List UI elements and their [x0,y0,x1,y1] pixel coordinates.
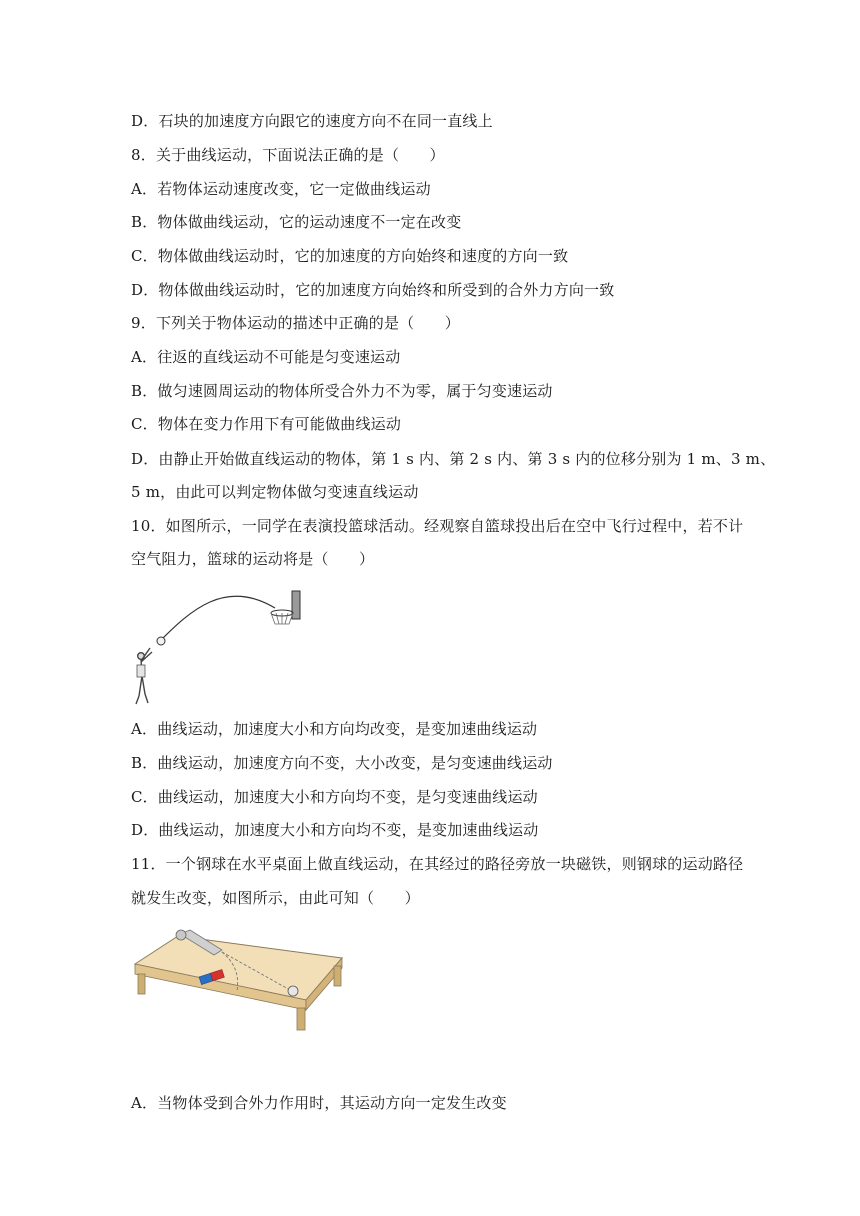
steel-ball-magnet-figure [130,922,345,1040]
q8-option-a: A．若物体运动速度改变，它一定做曲线运动 [131,180,431,198]
start-ball [176,930,186,940]
q8-option-b: B．物体做曲线运动，它的运动速度不一定在改变 [131,213,462,231]
q11-stem-line-2: 就发生改变，如图所示，由此可知（ ） [131,889,420,907]
steel-ball [288,986,298,996]
q10-stem-line-1: 10．如图所示，一同学在表演投篮球活动。经观察自篮球投出后在空中飞行过程中，若不计 [131,517,744,535]
basketball-shot-figure [130,586,310,710]
q11-stem-line-1: 11．一个钢球在水平桌面上做直线运动，在其经过的路径旁放一块磁铁，则钢球的运动路径 [131,855,744,873]
q8-stem: 8．关于曲线运动，下面说法正确的是（ ） [131,146,445,164]
q10-option-d: D．曲线运动，加速度大小和方向均不变，是变加速曲线运动 [131,821,539,839]
q9-option-c: C．物体在变力作用下有可能做曲线运动 [131,415,402,433]
ball-trajectory [160,596,275,641]
q10-stem-line-2: 空气阻力，篮球的运动将是（ ） [131,550,375,568]
q9-stem: 9．下列关于物体运动的描述中正确的是（ ） [131,314,460,332]
q9-option-d-continued: 5 m，由此可以判定物体做匀变速直线运动 [131,483,419,501]
q8-option-c: C．物体做曲线运动时，它的加速度的方向始终和速度的方向一致 [131,247,569,265]
q7-option-d: D．石块的加速度方向跟它的速度方向不在同一直线上 [131,112,493,130]
player-figure [136,648,152,704]
q10-option-c: C．曲线运动，加速度大小和方向均不变，是匀变速曲线运动 [131,788,538,806]
table-leg [138,974,145,994]
table-leg [297,1008,305,1030]
q10-option-a: A．曲线运动，加速度大小和方向均改变，是变加速曲线运动 [131,720,538,738]
backboard [292,591,300,619]
table-leg [334,966,341,986]
q9-option-d: D．由静止开始做直线运动的物体，第 1 s 内、第 2 s 内、第 3 s 内的位移分别为 1 m、3 m、 [131,450,776,468]
q11-option-a: A．当物体受到合外力作用时，其运动方向一定发生改变 [131,1094,507,1112]
q8-option-d: D．物体做曲线运动时，它的加速度方向始终和所受到的合外力方向一致 [131,281,615,299]
q9-option-a: A．往返的直线运动不可能是匀变速运动 [131,348,401,366]
q9-option-b: B．做匀速圆周运动的物体所受合外力不为零，属于匀变速运动 [131,382,553,400]
q10-option-b: B．曲线运动，加速度方向不变，大小改变，是匀变速曲线运动 [131,754,553,772]
basketball [157,637,165,645]
